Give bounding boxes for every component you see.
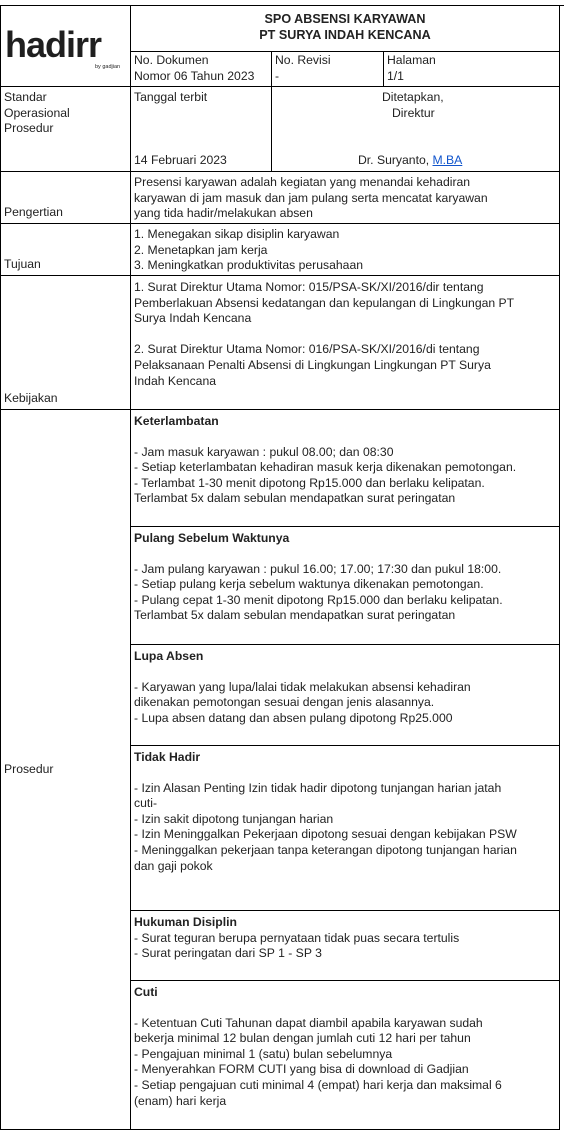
kebijakan-line: Surya Indah Kencana [134,311,252,326]
document-title [131,5,560,52]
pengertian-line: Presensi karyawan adalah kegiatan yang menandai kehadiran [134,175,471,189]
tujuan-line: 1. Menegakan sikap disiplin karyawan [134,227,340,241]
pengertian-line: yang tida hadir/melakukan absen [134,206,313,221]
section-title: Pulang Sebelum Waktunya [134,531,290,545]
section-line: - Izin sakit dipotong tunjangan harian [134,811,334,826]
section-line: - Ketentuan Cuti Tahunan dapat diambil apabila karyawan sudah [134,1015,483,1030]
signer [358,153,462,169]
page-label: Halaman [387,53,436,67]
section-title: Hukuman Disiplin [134,915,237,929]
section-line: - Meninggalkan pekerjaan tanpa keterangan dipotong tunjangan harian [134,842,517,857]
title-line-2: PT SURYA INDAH KENCANA [259,28,431,42]
sop-label-cell [0,87,131,172]
kebijakan-line: Indah Kencana [134,373,216,388]
doc-number-cell [131,52,272,87]
section-line: dikenakan pemotongan sesuai dengan jenis alasannya. [134,695,435,710]
revision-value: - [275,68,280,83]
pengertian-label: Pengertian [4,205,63,220]
section-line: - Lupa absen datang dan absen pulang dipotong Rp25.000 [134,710,453,725]
section-title: Keterlambatan [134,414,219,428]
hadirr-logo [3,25,131,75]
doc-number-value: Nomor 06 Tahun 2023 [134,68,255,83]
revision-cell [272,52,384,87]
tujuan-label-cell [0,224,131,276]
kebijakan-line [134,327,556,343]
logo-cell [0,5,131,87]
prosedur-label-cell [0,410,131,1130]
section-line: - Terlambat 1-30 menit dipotong Rp15.000 dan berlaku kelipatan. [134,475,485,490]
section-line: - Jam masuk karyawan : pukul 08.00; dan 08:30 [134,444,394,459]
pengertian-content [131,172,560,224]
pengertian-line: karyawan di jam masuk dan jam pulang serta mencatat karyawan [134,190,488,205]
revision-label: No. Revisi [275,53,331,67]
signer-name: Dr. Suryanto, [358,153,433,167]
section-line: - Setiap pengajuan cuti minimal 4 (empat) hari kerja dan maksimal 6 [134,1077,502,1092]
section-line: - Setiap pulang kerja sebelum waktunya dikenakan pemotongan. [134,577,484,592]
page-value: 1/1 [387,68,404,83]
section-line: - Izin Meninggalkan Pekerjaan dipotong sesuai dengan kebijakan PSW [134,827,517,842]
section-line: - Karyawan yang lupa/lalai tidak melakukan absensi kehadiran [134,679,471,694]
kebijakan-label-cell [0,276,131,410]
tujuan-content [131,224,560,276]
page-cell [384,52,560,87]
issue-date-cell [131,87,272,172]
logo-tagline: by gadjian [95,64,121,70]
kebijakan-line: 2. Surat Direktur Utama Nomor: 016/PSA-SK/XI/2016/di tentang [134,342,480,357]
section-title: Cuti [134,985,158,999]
pengertian-label-cell [0,172,131,224]
section-line: (enam) hari kerja [134,1093,227,1108]
section-line: - Pulang cepat 1-30 menit dipotong Rp15.000 dan berlaku kelipatan. [134,592,503,607]
kebijakan-label: Kebijakan [4,391,58,406]
section-hukuman-disiplin [131,911,560,981]
kebijakan-line: Pemberlakuan Absensi kedatangan dan kepulangan di Lingkungan PT [134,295,515,310]
signer-title-link[interactable]: M.BA [432,153,463,167]
doc-number-label: No. Dokumen [134,53,209,67]
tujuan-line: 3. Meningkatkan produktivitas perusahaan [134,258,363,273]
kebijakan-line: Pelaksanaan Penalti Absensi di Lingkungan Lingkungan PT Surya [134,357,491,372]
section-tidak-hadir [131,746,560,911]
section-pulang-sebelum-waktunya [131,527,560,645]
section-title: Lupa Absen [134,649,204,663]
section-line: - Setiap keterlambatan kehadiran masuk kerja dikenakan pemotongan. [134,460,517,475]
kebijakan-line: 1. Surat Direktur Utama Nomor: 015/PSA-SK/XI/2016/dir tentang [134,280,484,294]
section-line: - Surat peringatan dari SP 1 - SP 3 [134,946,322,961]
sop-label-line-1: Standar [4,90,47,104]
sop-label-line-2: Operasional [4,105,70,120]
tujuan-line: 2. Menetapkan jam kerja [134,242,268,257]
section-line: Terlambat 5x dalam sebulan mendapatkan surat peringatan [134,491,456,506]
section-line: - Pengajuan minimal 1 (satu) bulan sebelumnya [134,1046,393,1061]
prosedur-label: Prosedur [4,761,54,776]
title-line-1: SPO ABSENSI KARYAWAN [264,12,426,26]
section-line: - Izin Alasan Penting Izin tidak hadir dipotong tunjangan harian jatah [134,780,502,795]
approval-cell [272,87,560,172]
section-cuti [131,981,560,1130]
section-line: - Jam pulang karyawan : pukul 16.00; 17.00; 17:30 dan pukul 18:00. [134,561,502,576]
logo-wordmark: hadirr [5,25,102,65]
tujuan-label: Tujuan [4,257,41,272]
section-line: dan gaji pokok [134,858,213,873]
section-line: - Menyerahkan FORM CUTI yang bisa di download di Gadjian [134,1062,469,1077]
section-line: bekerja minimal 12 bulan dengan jumlah cuti 12 hari per tahun [134,1031,471,1046]
approval-role: Direktur [392,106,435,120]
sop-label-line-3: Prosedur [4,121,54,136]
issue-date-value: 14 Februari 2023 [134,153,227,167]
section-keterlambatan [131,410,560,527]
issue-date-label: Tanggal terbit [134,90,208,104]
section-title: Tidak Hadir [134,750,201,764]
kebijakan-content [131,276,560,410]
section-line: - Surat teguran berupa pernyataan tidak puas secara tertulis [134,930,460,945]
approval-label: Ditetapkan, [382,90,444,104]
section-line: Terlambat 5x dalam sebulan mendapatkan surat peringatan [134,608,456,623]
section-lupa-absen [131,645,560,746]
section-line: cuti- [134,796,158,811]
